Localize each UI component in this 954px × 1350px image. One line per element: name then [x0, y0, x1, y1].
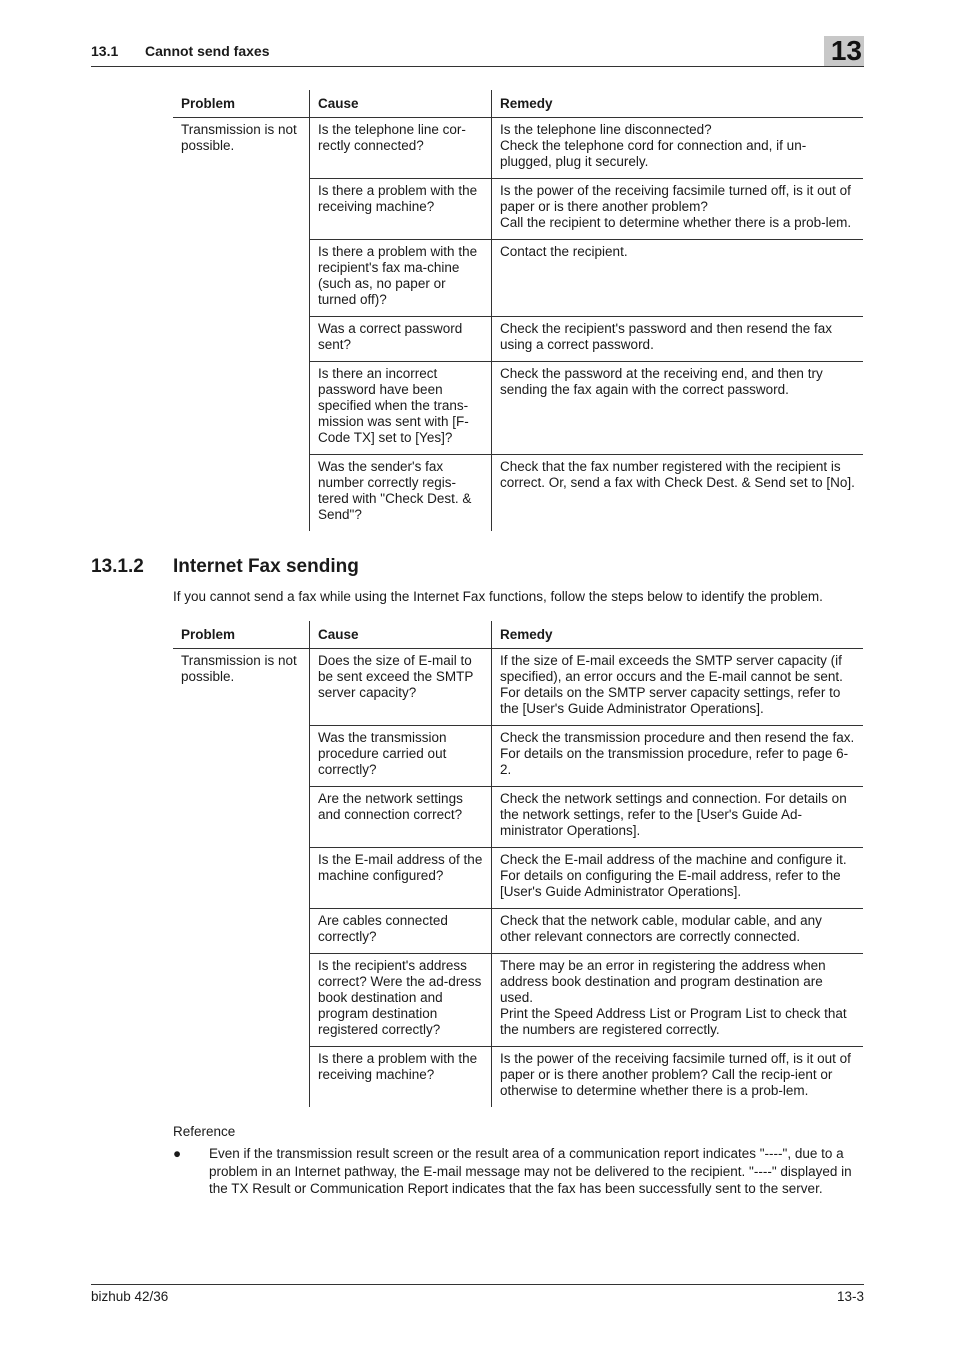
cause-cell: Was the sender's fax number correctly regis-tered with "Check Dest. & Send"?: [310, 455, 492, 532]
column-header-cause: Cause: [310, 621, 492, 649]
remedy-cell: Is the power of the receiving facsimile turned off, is it out of paper or is there another problem? Call the recipient to determine whether there is a prob-lem.: [492, 179, 864, 240]
cause-cell: Does the size of E-mail to be sent exceed the SMTP server capacity?: [310, 649, 492, 726]
cause-cell: Was the transmission procedure carried out correctly?: [310, 726, 492, 787]
remedy-cell: Check the E-mail address of the machine and configure it. For details on configuring the E-mail address, refer to the [User's Guide Administrator Operations].: [492, 848, 864, 909]
cause-cell: Is the telephone line cor-rectly connected?: [310, 118, 492, 179]
table-row: [173, 649, 863, 726]
subsection-title: Internet Fax sending: [173, 556, 359, 577]
intro-paragraph: If you cannot send a fax while using the Internet Fax functions, follow the steps below to identify the problem.: [173, 589, 823, 604]
reference-label: Reference: [173, 1124, 236, 1139]
cause-cell: Is there a problem with the receiving machine?: [310, 179, 492, 240]
reference-bullet: [173, 1145, 863, 1198]
bullet-icon: ●: [173, 1146, 182, 1161]
cause-cell: Is there an incorrect password have been specified when the trans-mission was sent with [F-Code TX] set to [Yes]?: [310, 362, 492, 455]
page-header: [91, 35, 864, 67]
cause-cell: Is the E-mail address of the machine configured?: [310, 848, 492, 909]
remedy-cell: Check the network settings and connection. For details on the network settings, refer to the [User's Guide Ad-ministrator Operations].: [492, 787, 864, 848]
cause-cell: Was a correct password sent?: [310, 317, 492, 362]
problem-cell: Transmission is not possible.: [181, 653, 297, 684]
column-header-remedy: Remedy: [492, 621, 864, 649]
remedy-cell: Check the transmission procedure and then resend the fax. For details on the transmission procedure, refer to page 6-2.: [492, 726, 864, 787]
product-name: bizhub 42/36: [91, 1289, 169, 1304]
troubleshooting-table-internet-fax: [173, 621, 863, 1107]
remedy-cell: Is the power of the receiving facsimile turned off, is it out of paper or is there another problem? Call the recip-ient or otherwise to determine whether there is a prob-lem.: [492, 1047, 864, 1108]
cause-cell: Are cables connected correctly?: [310, 909, 492, 954]
column-header-remedy: Remedy: [492, 90, 864, 118]
remedy-cell: Check the recipient's password and then resend the fax using a correct password.: [492, 317, 864, 362]
remedy-cell: If the size of E-mail exceeds the SMTP server capacity (if specified), an error occurs and the E-mail cannot be sent. For details on the SMTP server capacity settings, refer to the [User's Guide Administrator Operations].: [492, 649, 864, 726]
cause-cell: Is there a problem with the recipient's fax ma-chine (such as, no paper or turned off)?: [310, 240, 492, 317]
subsection-heading: [91, 556, 359, 578]
remedy-cell: Check that the network cable, modular cable, and any other relevant connectors are correctly connected.: [492, 909, 864, 954]
page-footer: [91, 1284, 864, 1304]
remedy-cell: Check the password at the receiving end, and then try sending the fax again with the correct password.: [492, 362, 864, 455]
problem-cell: Transmission is not possible.: [181, 122, 297, 153]
cause-cell: Is the recipient's address correct? Were the ad-dress book destination and program destination registered correctly?: [310, 954, 492, 1047]
remedy-cell: Check that the fax number registered with the recipient is correct. Or, send a fax with Check Dest. & Send set to [No].: [492, 455, 864, 532]
chapter-number-badge: 13: [824, 36, 864, 66]
remedy-cell: Is the telephone line disconnected? Check the telephone cord for connection and, if un-plugged, plug it securely.: [492, 118, 864, 179]
cause-cell: Are the network settings and connection correct?: [310, 787, 492, 848]
table-header-row: [173, 621, 863, 649]
troubleshooting-table-fax: [173, 90, 863, 531]
section-title: Cannot send faxes: [145, 43, 270, 59]
subsection-number: 13.1.2: [91, 556, 144, 577]
remedy-cell: Contact the recipient.: [492, 240, 864, 317]
table-row: [173, 118, 863, 179]
reference-bullet-text: Even if the transmission result screen or the result area of a communication report indicates "----", due to a problem in an Internet pathway, the E-mail message may not be delivered to the recipient. "----" displayed in the TX Result or Communication Report indicates that the fax has been successfully sent to the server.: [209, 1146, 852, 1196]
column-header-problem: Problem: [173, 90, 310, 118]
section-number: 13.1: [91, 43, 119, 59]
column-header-cause: Cause: [310, 90, 492, 118]
remedy-cell: There may be an error in registering the address when address book destination and program destination are used. Print the Speed Address List or Program List to check that the numbers are registered correctly.: [492, 954, 864, 1047]
table-header-row: [173, 90, 863, 118]
cause-cell: Is there a problem with the receiving machine?: [310, 1047, 492, 1108]
column-header-problem: Problem: [173, 621, 310, 649]
page-number: 13-3: [836, 1289, 864, 1304]
